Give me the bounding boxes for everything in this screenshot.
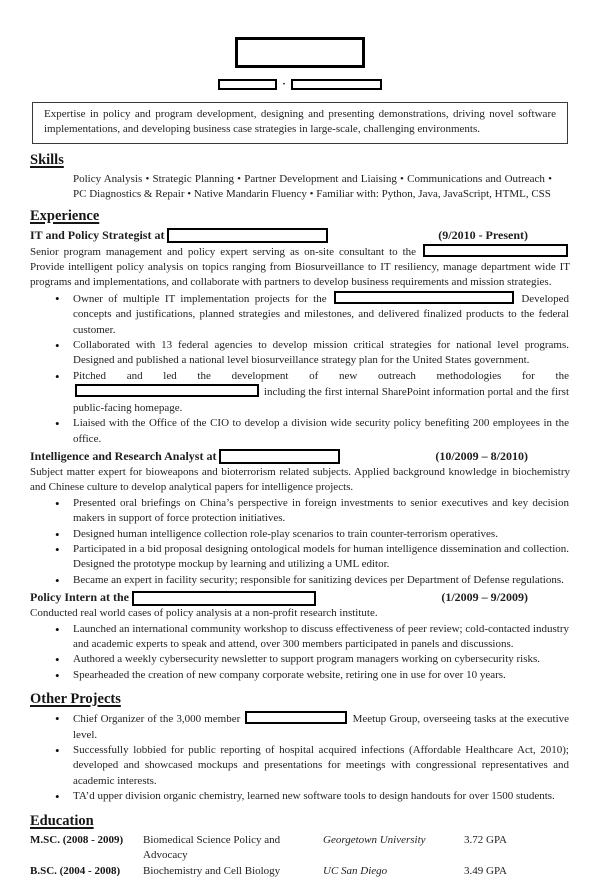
expertise-summary-text: Expertise in policy and program development, designing and presenting demonstrations, driving novel software implementations, and developing business case strategies in large-scale, challenging environments. (44, 108, 556, 136)
bullet-text: Liaised with the Office of the CIO to develop a division wide security policy benefiting 200 employees in the office. (73, 417, 569, 445)
gpa: 3.72 GPA (464, 833, 507, 846)
redacted-name-box (235, 37, 365, 68)
school: Georgetown University (323, 833, 426, 846)
bullet-item (30, 711, 569, 743)
bullet-item (30, 496, 569, 527)
other-projects-bullet-list (30, 711, 570, 804)
bullet-item (30, 291, 569, 338)
other-projects-heading: Other Projects (30, 691, 121, 708)
bullet-text: Collaborated with 13 federal agencies to develop mission critical strategies for national level programs. Designed and published a national level biosurveillance strategy plan for the United States government. (73, 339, 569, 367)
job-dates: (10/2009 – 8/2010) (435, 449, 528, 464)
job-summary (30, 244, 570, 291)
job-dates: (1/2009 – 9/2009) (441, 590, 528, 605)
bullet-item (30, 668, 569, 683)
bullet-text: Launched an international community workshop to discuss effectiveness of peer review; cold-contacted industry and academic experts to speak and attend, over 300 members participated in panels and discussions. (73, 622, 569, 650)
job-bullet-list (30, 291, 570, 447)
degree: M.SC. (2008 - 2009) (30, 833, 124, 846)
bullet-text: including the first internal SharePoint information portal and the first public-facing homepage. (73, 386, 570, 414)
bullet-text: Owner of multiple IT implementation projects for the (73, 292, 327, 305)
bullet-item (30, 622, 569, 653)
bullet-item (30, 338, 569, 369)
job-dates: (9/2010 - Present) (438, 227, 528, 242)
bullet-text: TA’d upper division organic chemistry, learned new software tools to design handouts for over 1500 students. (73, 790, 555, 803)
bullet-text: Spearheaded the creation of new company corporate website, retiring one in use for over 10 years. (73, 668, 506, 681)
redacted-text-box (245, 711, 347, 724)
job-bullet-list (30, 622, 570, 684)
job-summary (30, 465, 570, 496)
bullet-item (30, 416, 569, 447)
bullet-text: Developed concepts and justifications, planned strategies and milestones, and delivered finalized products to the federal customer. (73, 292, 570, 336)
education-heading: Education (30, 812, 94, 829)
bullet-item (30, 369, 569, 416)
school: UC San Diego (323, 865, 388, 878)
gpa: 3.49 GPA (464, 865, 507, 878)
job-header (30, 449, 570, 465)
job-summary-text: Conducted real world cases of policy analysis at a non-profit research institute. (30, 607, 378, 620)
bullet-item (30, 573, 569, 588)
job-title: IT and Policy Strategist at (30, 227, 165, 242)
job-summary-text: Provide intelligent policy analysis on topics ranging from Biosurveillance to IT resiliency, manage department wide IT programs and implementations, and collaborate with partners to develop business requirements and mission strategies. (30, 261, 570, 289)
bullet-text: Successfully lobbied for public reporting of hospital acquired infections (Affordable Healthcare Act, 2010); developed and showcased mockups and presentations for meetings with congressional representatives and academic interests. (73, 744, 569, 787)
bullet-text: Pitched and led the development of new outreach methodologies for the (73, 369, 569, 382)
redacted-employer-box (167, 228, 328, 243)
bullet-text: Chief Organizer of the 3,000 member (73, 713, 241, 726)
bullet-text: Became an expert in facility security; responsible for sanitizing devices per Department of Defense regulations. (73, 573, 564, 586)
redacted-contact-box (291, 79, 382, 90)
job-header (30, 228, 570, 244)
job-title: Intelligence and Research Analyst at (30, 449, 217, 464)
redacted-contact-box (218, 79, 277, 90)
redacted-text-box (423, 244, 568, 257)
degree: B.SC. (2004 - 2008) (30, 865, 121, 878)
experience-heading: Experience (30, 207, 100, 224)
bullet-item (30, 789, 569, 804)
bullet-item (30, 652, 569, 667)
job-header (30, 590, 570, 606)
contact-separator: · (282, 77, 286, 90)
redacted-employer-box (219, 449, 340, 464)
job-summary-text: Senior program management and policy expert serving as on-site consultant to the (30, 245, 417, 258)
education-row (30, 864, 570, 879)
contact-row (30, 78, 570, 90)
expertise-summary-box (32, 102, 568, 144)
job-bullet-list (30, 496, 570, 588)
bullet-text: Authored a weekly cybersecurity newsletter to support program managers working on cybersecurity risks. (73, 653, 541, 666)
bullet-text: Designed human intelligence collection role-play scenarios to train counter-terrorism operatives. (73, 527, 498, 540)
job-title: Policy Intern at the (30, 590, 129, 605)
redacted-text-box (334, 291, 514, 304)
bullet-item (30, 527, 569, 542)
skills-list: Policy Analysis • Strategic Planning • Partner Development and Liaising • Communications and Outreach • PC Diagnostics & Repair • Native Mandarin Fluency • Familiar with: Python, Java, JavaScript, HTML, CSS (73, 172, 552, 201)
skills-heading: Skills (30, 151, 64, 168)
redacted-employer-box (132, 591, 316, 606)
bullet-item (30, 542, 569, 573)
bullet-text: Participated in a bid proposal designing ontological models for human intelligence dissemination and collection. Designed the prototype mockup by learning and utilizing a UML editor. (73, 542, 569, 571)
program: Biochemistry and Cell Biology (143, 865, 281, 878)
job-summary-text: Subject matter expert for bioweapons and bioterrorism related subjects. Applied background knowledge in biochemistry and Chinese culture to develop analytical papers for intelligence projects. (30, 465, 570, 494)
bullet-text: Presented oral briefings on China’s perspective in foreign investments to senior executives and key decision makers in support of force protection initiatives. (73, 496, 569, 525)
education-row (30, 833, 570, 864)
job-summary (30, 606, 570, 621)
redacted-text-box (75, 384, 259, 397)
bullet-text: Meetup Group, overseeing tasks at the executive level. (73, 713, 570, 741)
bullet-item (30, 743, 569, 789)
program: Biomedical Science Policy and Advocacy (143, 833, 281, 862)
